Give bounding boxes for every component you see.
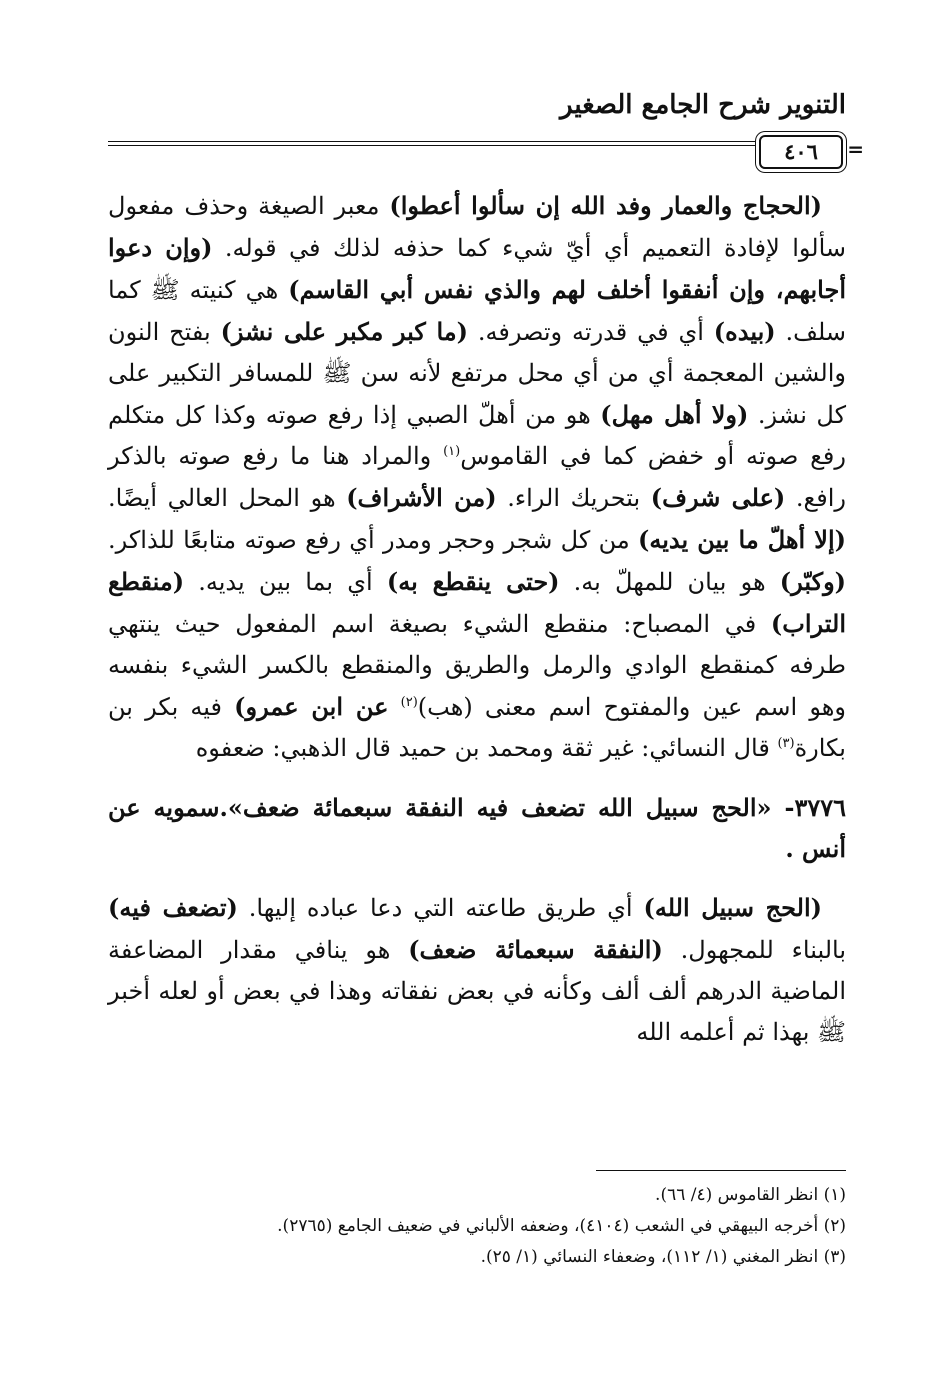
bold-quote: (وكبّر) — [779, 567, 847, 596]
footnote-separator — [596, 1170, 846, 1171]
running-header-title: التنوير شرح الجامع الصغير — [560, 90, 846, 120]
text-run: هو المحل العالي أيضًا. — [108, 484, 347, 512]
footnote-item: (٣) انظر المغني (١/ ١١٢)، وضعفاء النسائي (١/ ٢٥). — [480, 1247, 846, 1267]
bold-quote: عن ابن عمرو) — [234, 692, 389, 721]
footnote-item: (٢) أخرجه البيهقي في الشعب (٤١٠٤)، وضعفه الألباني في ضعيف الجامع (٢٧٦٥). — [277, 1216, 846, 1236]
text-run: بفتح النون والشين المعجمة أي من أي محل مرتفع لأنه سن ﷺ للمسافر التكبير على كل نشز. — [108, 318, 847, 429]
footnote-marker: (٣) — [777, 736, 795, 751]
bold-quote: (الحج سبيل الله) — [643, 893, 823, 922]
page-number: ٤٠٦ — [759, 135, 843, 169]
text-run: في المصباح: منقطع الشيء بصيغة اسم المفعول حيث ينتهي طرفه كمنقطع الوادي والرمل والطريق والمنقطع بالكسر الشيء بنفسه وهو اسم عين والمفتوح اسم معنى (هب) — [108, 610, 846, 721]
header-rule-line — [108, 145, 756, 146]
body-text — [108, 185, 846, 1071]
bold-quote: (إلا أهلّ ما بين يديه) — [638, 525, 846, 554]
header-rule-block — [108, 137, 864, 169]
header-rule-line — [108, 141, 756, 142]
text-run: هو بيان للمهلّ به. — [559, 568, 780, 596]
text-run: قال النسائي: غير ثقة ومحمد بن حميد قال الذهبي: ضعفوه — [195, 734, 778, 762]
commentary-paragraph — [108, 185, 846, 769]
bold-quote: (وإن دعوا أجابهم، وإن أنفقوا أخلف لهم والذي نفس أبي القاسم) — [108, 233, 846, 304]
footnote-item: (١) انظر القاموس (٤/ ٦٦). — [655, 1185, 846, 1205]
text-run: والمراد هنا ما رفع صوته بالذكر رافع. — [108, 442, 846, 512]
bold-quote: (على شرف) — [650, 483, 786, 512]
text-run: هي كنيته ﷺ كما سلف. — [108, 276, 847, 346]
text-run: بالبناء للمجهول. — [662, 936, 846, 964]
footnote-marker: (١) — [443, 444, 461, 459]
bold-quote: (من الأشراف) — [346, 483, 497, 512]
footnote-marker: (٢) — [400, 695, 418, 710]
bold-quote: (تضعف فيه) — [108, 893, 238, 922]
text-run: من كل شجر وحجر ومدر أي رفع صوته متابعًا للذاكر. — [108, 526, 639, 554]
bold-quote: (ولا أهل مهل) — [600, 400, 749, 429]
text-run: فيه بكر بن بكارة — [108, 693, 846, 762]
bold-quote: (حتى ينقطع به) — [386, 567, 560, 596]
text-run: هو من أهلّ الصبي إذا رفع صوته وكذا كل متكلم رفع صوته أو خفض كما في القاموس — [108, 401, 846, 470]
text-run: أي بما بين يديه. — [184, 568, 387, 596]
text-run: أي في قدرته وتصرفه. — [467, 318, 714, 346]
text-run: هو ينافي مقدار المضاعفة الماضية الدرهم ألف ألف وكأنه في بعض نفقاته وهذا في بعض أو لعله أخبر ﷺ بهذا ثم أعلمه الله — [108, 936, 846, 1046]
hadith-entry: ٣٧٧٦- «الحج سبيل الله تضعف فيه النفقة سبعمائة ضعف».سمويه عن أنس . — [108, 793, 846, 863]
text-run — [389, 693, 401, 721]
bold-quote: (النفقة سبعمائة ضعف) — [408, 935, 663, 964]
bold-quote: (منقطع التراب) — [108, 567, 846, 638]
bold-quote: (الحجاج والعمار وفد الله إن سألوا أعطوا) — [389, 191, 822, 220]
text-run: بتحريك الراء. — [496, 484, 651, 512]
bold-quote: (ما كبر مكبر على نشز) — [220, 317, 468, 346]
page-number-ornament: = — [847, 137, 864, 161]
footnotes — [108, 1180, 846, 1273]
text-run: أي طريق طاعته التي دعا عباده إليها. — [237, 894, 644, 922]
bold-quote: (بيده) — [713, 317, 776, 346]
text-run: معبر الصيغة وحذف مفعول سألوا لإفادة التعميم أي أيّ شيء كما حذفه لذلك في قوله. — [108, 192, 847, 262]
commentary-paragraph — [108, 887, 846, 1053]
